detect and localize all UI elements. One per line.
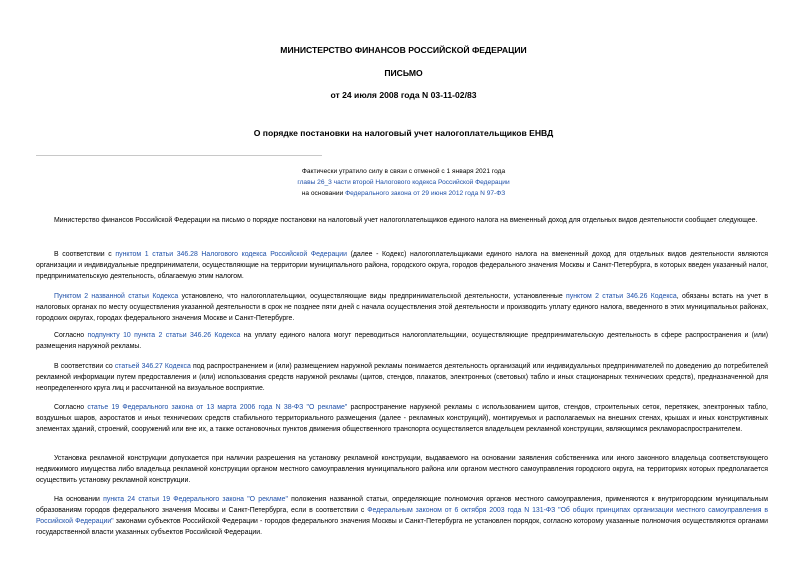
law-97-fz-link[interactable]: Федерального закона от 29 июня 2012 года N 97-ФЗ	[345, 190, 506, 197]
paragraph-advertising-definition	[36, 361, 768, 394]
paragraph-text: законами субъектов Российской Федерации - городов федерального значения Москвы и Санкт-Петербурга не установлен порядок, согласно которому указанные полномочия осуществляются органами государственной власти указанных субъектов Российской Федерации.	[36, 518, 768, 536]
paragraph-text: Согласно	[54, 332, 88, 339]
status-note-line-2	[0, 177, 807, 188]
paragraph-advertising-law	[36, 402, 768, 435]
paragraph-text: положения названной статьи, определяющие полномочия органов местного самоуправления, применяются к внутригородским муниципальным образованиям городов федерального значения Москвы и Санкт-Петербурга, если в соответствии с	[36, 496, 768, 514]
paragraph-text: На основании	[54, 496, 104, 503]
divider	[36, 155, 322, 156]
status-note-line-1: Фактически утратило силу в связи с отменой с 1 января 2021 года	[301, 168, 506, 175]
status-note-prefix: на основании	[301, 190, 346, 197]
paragraph-installation	[36, 453, 768, 486]
paragraph-text: Согласно	[54, 404, 88, 411]
law-131-fz-link[interactable]: Федеральным законом от 6 октября 2003 года N 131-ФЗ "Об общих принципах организации местного самоуправления в Российской Федерации"	[36, 507, 768, 525]
paragraph-text: под распространением и (или) размещением наружной рекламы понимается деятельность организаций или индивидуальных предпринимателей по доведению до потребителей рекламной информации путем предоставления и (или) использования средств наружной рекламы (щитов, стендов, плакатов, электронных (световых) табло и иных стационарных технических средств), предназначенной для неопределенного круга лиц и рассчитанной на визуальное восприятие.	[36, 363, 768, 392]
paragraph-text: (далее - Кодекс) налогоплательщиками единого налога на вмененный доход для отдельных видов деятельности являются организации и индивидуальные предприниматели, осуществляющие на территории муниципального района, городского округа, городов федерального значения Москвы и Санкт-Петербурга, в которых введен указанный налог, предпринимательскую деятельность, облагаемую этим налогом.	[36, 251, 768, 280]
article-346-27-link[interactable]: статьей 346.27 Кодекса	[114, 363, 191, 370]
paragraph-text: В соответствии со	[54, 363, 115, 370]
document-type: ПИСЬМО	[384, 68, 423, 78]
paragraph-text: Установка рекламной конструкции допускается при наличии разрешения на установку рекламной конструкции, выдаваемого на основании заявления собственника или иного законного владельца соответствующего недвижимого имущества либо владельца рекламной конструкции органом местного самоуправления муниципального района или органом местного самоуправления городского округа, на территориях которых предполагается осуществить установку рекламной конструкции.	[36, 455, 768, 484]
paragraph-advertising-scope	[36, 330, 768, 352]
page-title: О порядке постановки на налоговый учет налогоплательщиков ЕНВД	[253, 128, 554, 138]
status-note-line-3	[0, 188, 807, 199]
article-346-26-p2-link[interactable]: пунктом 2 статьи 346.26 Кодекса	[566, 293, 677, 300]
paragraph-taxpayers	[36, 249, 768, 282]
paragraph-text: , обязаны встать на учет в налоговых органах по месту осуществления указанной деятельности в срок не позднее пяти дней с начала осуществления этой деятельности и производить уплату единого налога, введенного в этих муниципальных районах, городских округах, городах федерального значения Москве и Санкт-Петербурге.	[36, 293, 768, 322]
paragraph-text: Министерство финансов Российской Федерации на письмо о порядке постановки на налоговый учет налогоплательщиков единого налога на вмененный доход для отдельных видов деятельности сообщает следующее.	[54, 217, 758, 224]
paragraph-intro	[36, 215, 768, 226]
paragraph-text: установлено, что налогоплательщики, осуществляющие виды предпринимательской деятельности, установленные	[178, 293, 567, 300]
chapter-26-3-link[interactable]: главы 26_3 части второй Налогового кодекса Российской Федерации	[297, 179, 510, 186]
article-346-28-p2-link[interactable]: Пунктом 2 названной статьи Кодекса	[54, 293, 179, 300]
paragraph-text: распространение наружной рекламы с использованием щитов, стендов, строительных сеток, перетяжек, электронных табло, воздушных шаров, аэростатов и иных технических средств стабильного территориального размещения (далее - рекламных конструкций), монтируемых и располагаемых на внешних стенах, крышах и иных конструктивных элементах зданий, строений, сооружений или вне их, а также остановочных пунктов движения общественного транспорта осуществляется владельцем рекламной конструкции, являющимся рекламораспространителем.	[36, 404, 768, 433]
ministry-heading: МИНИСТЕРСТВО ФИНАНСОВ РОССИЙСКОЙ ФЕДЕРАЦИИ	[280, 45, 527, 55]
article-346-28-link[interactable]: пунктом 1 статьи 346.28 Налогового кодекса Российской Федерации	[115, 251, 347, 258]
paragraph-text: В соответствии с	[54, 251, 116, 258]
subpoint-10-link[interactable]: подпункту 10 пункта 2 статьи 346.26 Кодекса	[87, 332, 241, 339]
article-19-p24-link[interactable]: пункта 24 статьи 19 Федерального закона "О рекламе"	[103, 496, 288, 503]
paragraph-registration	[36, 291, 768, 324]
article-19-law-38-fz-link[interactable]: статье 19 Федерального закона от 13 марта 2006 года N 38-ФЗ "О рекламе"	[87, 404, 348, 411]
paragraph-text: на уплату единого налога могут переводиться налогоплательщики, осуществляющие предпринимательскую деятельность в сфере распространения и (или) размещения наружной рекламы.	[36, 332, 768, 350]
paragraph-municipal-powers	[36, 494, 768, 538]
document-date-number: от 24 июля 2008 года N 03-11-02/83	[330, 90, 477, 100]
